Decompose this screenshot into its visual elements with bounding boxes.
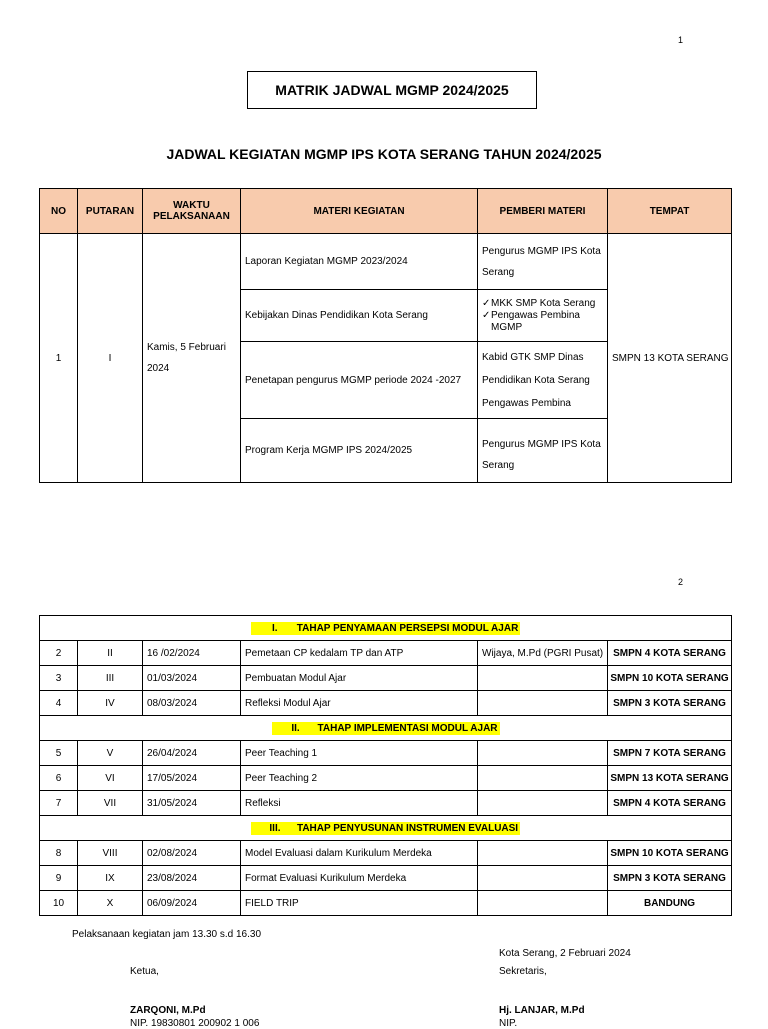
cell-putaran: X	[78, 891, 143, 916]
highlighted-section-title	[251, 822, 520, 835]
cell-pemberi	[478, 791, 608, 816]
pemberi-line3: Pengawas Pembina	[482, 397, 571, 409]
cell-materi: Refleksi Modul Ajar	[241, 691, 478, 716]
cell-tanggal: 31/05/2024	[143, 791, 241, 816]
cell-no: 1	[40, 234, 78, 483]
table-row	[40, 766, 732, 791]
section-row	[40, 616, 732, 641]
cell-tempat: SMPN 13 KOTA SERANG	[608, 766, 732, 791]
cell-tanggal: 01/03/2024	[143, 666, 241, 691]
cell-tempat: SMPN 4 KOTA SERANG	[608, 791, 732, 816]
cell-no: 4	[40, 691, 78, 716]
cell-tempat: SMPN 10 KOTA SERANG	[608, 841, 732, 866]
ketua-label: Ketua,	[130, 966, 159, 977]
waktu-line2: 2024	[147, 363, 170, 374]
cell-no: 2	[40, 641, 78, 666]
cell-tanggal: 02/08/2024	[143, 841, 241, 866]
cell-putaran: IX	[78, 866, 143, 891]
sekretaris-label: Sekretaris,	[499, 966, 547, 977]
pemberi-line2: Serang	[482, 266, 515, 278]
section-number: III.	[269, 822, 281, 834]
cell-materi: FIELD TRIP	[241, 891, 478, 916]
section-heading	[40, 616, 732, 641]
cell-pemberi	[478, 766, 608, 791]
pemberi-line1: Pengurus MGMP IPS Kota	[482, 245, 601, 257]
section-row	[40, 816, 732, 841]
pemberi-line2: Pendidikan Kota Serang	[482, 374, 590, 386]
check-item-label: MKK SMP Kota Serang	[491, 297, 596, 309]
section-number: II.	[291, 722, 300, 734]
table-row	[40, 891, 732, 916]
cell-materi: Peer Teaching 1	[241, 741, 478, 766]
cell-pemberi	[478, 891, 608, 916]
pemberi-line1: Kabid GTK SMP Dinas	[482, 351, 584, 363]
section-label: TAHAP PENYAMAAN PERSEPSI MODUL AJAR	[296, 622, 519, 634]
section-number: I.	[271, 622, 278, 634]
cell-no: 9	[40, 866, 78, 891]
table-header-row	[40, 189, 732, 234]
ketua-nip: NIP. 19830801 200902 1 006	[130, 1018, 260, 1029]
section-heading	[40, 816, 732, 841]
check-item-line2: MGMP	[491, 321, 523, 333]
cell-tempat: SMPN 4 KOTA SERANG	[608, 641, 732, 666]
table-row	[40, 866, 732, 891]
cell-tempat: SMPN 13 KOTA SERANG	[608, 234, 732, 483]
cell-materi: Kebijakan Dinas Pendidikan Kota Serang	[241, 290, 478, 342]
cell-tempat: SMPN 10 KOTA SERANG	[608, 666, 732, 691]
cell-putaran: I	[78, 234, 143, 483]
cell-putaran: V	[78, 741, 143, 766]
cell-tempat: SMPN 7 KOTA SERANG	[608, 741, 732, 766]
page-number: 2	[678, 577, 684, 587]
cell-materi: Model Evaluasi dalam Kurikulum Merdeka	[241, 841, 478, 866]
waktu-line1: Kamis, 5 Februari	[147, 342, 226, 353]
section-heading	[40, 716, 732, 741]
header-materi: MATERI KEGIATAN	[241, 189, 478, 234]
header-no: NO	[40, 189, 78, 234]
checkmark-icon: ✓	[482, 309, 491, 321]
cell-pemberi	[478, 342, 608, 419]
schedule-note: Pelaksanaan kegiatan jam 13.30 s.d 16.30	[72, 929, 262, 940]
header-waktu-line2: PELAKSANAAN	[153, 211, 230, 222]
cell-tempat: BANDUNG	[608, 891, 732, 916]
place-date: Kota Serang, 2 Februari 2024	[499, 948, 631, 959]
cell-pemberi	[478, 234, 608, 290]
cell-pemberi	[478, 691, 608, 716]
cell-pemberi	[478, 866, 608, 891]
cell-tanggal: 17/05/2024	[143, 766, 241, 791]
cell-no: 6	[40, 766, 78, 791]
cell-materi: Program Kerja MGMP IPS 2024/2025	[241, 419, 478, 483]
table-row	[40, 234, 732, 290]
list-item	[482, 310, 607, 334]
header-waktu-line1: WAKTU	[173, 200, 210, 211]
cell-pemberi	[478, 666, 608, 691]
schedule-heading: JADWAL KEGIATAN MGMP IPS KOTA SERANG TAHUN 2024/2025	[166, 146, 602, 162]
cell-pemberi	[478, 741, 608, 766]
highlighted-section-title	[272, 722, 500, 735]
table-row	[40, 691, 732, 716]
table-row	[40, 841, 732, 866]
table-row	[40, 666, 732, 691]
cell-waktu	[143, 234, 241, 483]
schedule-table-2	[39, 615, 732, 916]
highlighted-section-title	[251, 622, 521, 635]
cell-putaran: IV	[78, 691, 143, 716]
pemberi-check-list	[478, 298, 607, 334]
document-title-box	[247, 71, 537, 109]
cell-tanggal: 16 /02/2024	[143, 641, 241, 666]
table-row	[40, 641, 732, 666]
cell-pemberi	[478, 419, 608, 483]
cell-no: 3	[40, 666, 78, 691]
check-item-label	[491, 310, 580, 334]
document-title: MATRIK JADWAL MGMP 2024/2025	[275, 82, 509, 98]
header-waktu	[143, 189, 241, 234]
cell-tanggal: 06/09/2024	[143, 891, 241, 916]
cell-no: 5	[40, 741, 78, 766]
cell-tanggal: 08/03/2024	[143, 691, 241, 716]
header-pemberi: PEMBERI MATERI	[478, 189, 608, 234]
cell-materi: Pembuatan Modul Ajar	[241, 666, 478, 691]
table-row	[40, 741, 732, 766]
cell-no: 10	[40, 891, 78, 916]
sekretaris-name: Hj. LANJAR, M.Pd	[499, 1005, 585, 1016]
cell-tanggal: 26/04/2024	[143, 741, 241, 766]
checkmark-icon: ✓	[482, 297, 491, 309]
cell-putaran: VIII	[78, 841, 143, 866]
cell-tempat: SMPN 3 KOTA SERANG	[608, 866, 732, 891]
cell-materi: Refleksi	[241, 791, 478, 816]
page-number: 1	[678, 35, 684, 45]
cell-putaran: VI	[78, 766, 143, 791]
cell-no: 7	[40, 791, 78, 816]
section-label: TAHAP PENYUSUNAN INSTRUMEN EVALUASI	[296, 822, 519, 834]
header-tempat: TEMPAT	[608, 189, 732, 234]
cell-materi: Penetapan pengurus MGMP periode 2024 -2027	[241, 342, 478, 419]
cell-pemberi	[478, 290, 608, 342]
cell-materi: Format Evaluasi Kurikulum Merdeka	[241, 866, 478, 891]
section-row	[40, 716, 732, 741]
cell-tanggal: 23/08/2024	[143, 866, 241, 891]
check-item-line1: Pengawas Pembina	[491, 309, 580, 321]
cell-putaran: II	[78, 641, 143, 666]
pemberi-line2: Serang	[482, 459, 515, 471]
table-row	[40, 791, 732, 816]
cell-putaran: III	[78, 666, 143, 691]
sekretaris-nip: NIP.	[499, 1018, 518, 1029]
header-putaran: PUTARAN	[78, 189, 143, 234]
schedule-table-1	[39, 188, 732, 483]
cell-materi: Peer Teaching 2	[241, 766, 478, 791]
cell-putaran: VII	[78, 791, 143, 816]
cell-pemberi: Wijaya, M.Pd (PGRI Pusat)	[478, 641, 608, 666]
cell-tempat: SMPN 3 KOTA SERANG	[608, 691, 732, 716]
cell-materi: Pemetaan CP kedalam TP dan ATP	[241, 641, 478, 666]
cell-pemberi	[478, 841, 608, 866]
cell-materi: Laporan Kegiatan MGMP 2023/2024	[241, 234, 478, 290]
cell-no: 8	[40, 841, 78, 866]
list-item	[482, 298, 607, 310]
ketua-name: ZARQONI, M.Pd	[130, 1005, 206, 1016]
pemberi-line1: Pengurus MGMP IPS Kota	[482, 438, 601, 450]
section-label: TAHAP IMPLEMENTASI MODUL AJAR	[317, 722, 498, 734]
